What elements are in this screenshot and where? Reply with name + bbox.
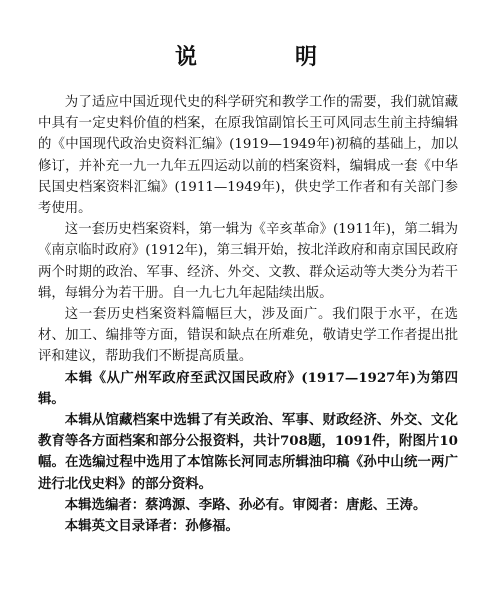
paragraph-translator: 本辑英文目录译者：孙修福。: [64, 518, 239, 535]
paragraph-series-structure: 这一套历史档案资料，第一辑为《辛亥革命》(1911年)，第二辑为《南京临时政府》(1912年)，第三辑开始，按北洋政府和南京国民政府两个时期的政治、军事、经济、外交、文教、群众运动等大类分为若干辑，每辑分为若干册。自一九七九年起陆续出版。: [38, 222, 458, 301]
paragraph-volume-title: 本辑《从广州军政府至武汉国民政府》(1917—1927年)为第四辑。: [38, 369, 458, 407]
paragraph-volume-contents: 本辑从馆藏档案中选辑了有关政治、军事、财政经济、外交、文化教育等各方面档案和部分公报资料，共计708题，1091件，附图片10幅。在选编过程中选用了本馆陈长河同志所辑油印稿《孙中山统一两广进行北伐史料》的部分资料。: [38, 412, 458, 492]
document-body: [38, 92, 458, 537]
paragraph-limitations: 这一套历史档案资料篇幅巨大，涉及面广。我们限于水平，在选材、加工、编排等方面，错误和缺点在所难免，敬请史学工作者提出批评和建议，帮助我们不断提高质量。: [38, 307, 458, 365]
page-title: 说 明: [174, 44, 355, 70]
paragraph-editors: 本辑选编者：蔡鸿源、李路、孙必有。审阅者：唐彪、王涛。: [64, 496, 427, 513]
paragraph-intro: 为了适应中国近现代史的科学研究和教学工作的需要，我们就馆藏中具有一定史料价值的档案，在原我馆副馆长王可风同志生前主持编辑的《中国现代政治史资料汇编》(1919—1949年)初稿的基础上，加以修订，并补充一九一九年五四运动以前的档案资料，编辑成一套《中华民国史档案资料汇编》(1911—1949年)，供史学工作者和有关部门参考使用。: [38, 95, 458, 217]
